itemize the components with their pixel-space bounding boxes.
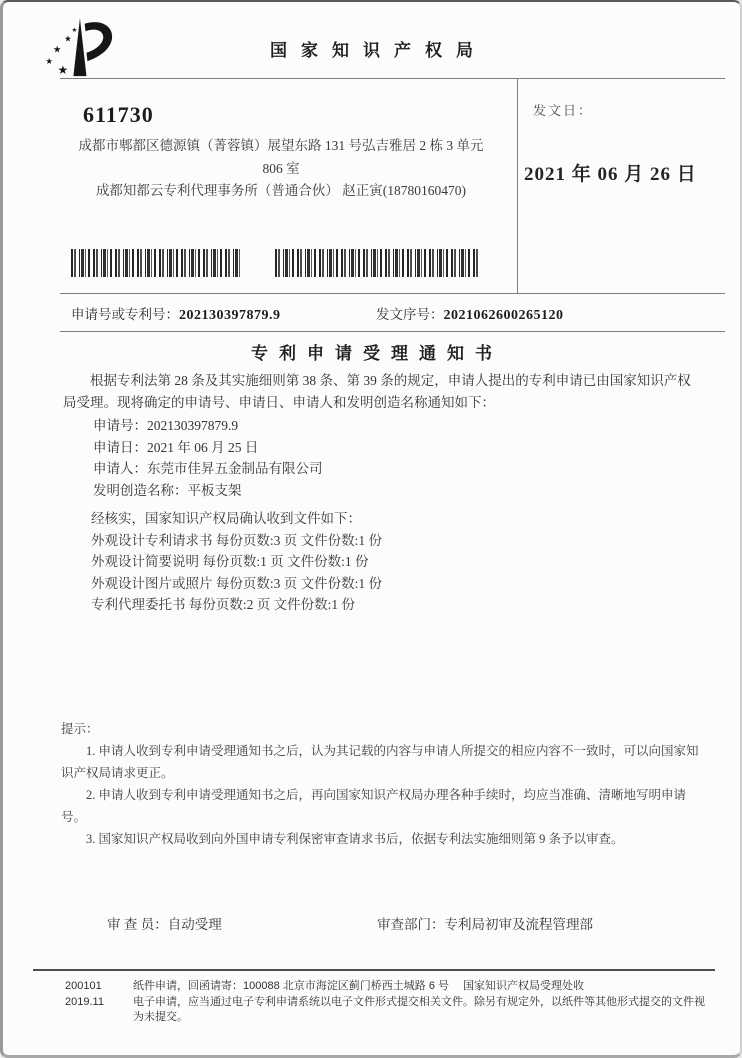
address-line-1: 成都市郫都区德源镇（菁蓉镇）展望东路 131 号弘吉雅居 2 栋 3 单元	[78, 138, 484, 153]
svg-text:★: ★	[64, 34, 72, 44]
received-documents	[91, 508, 382, 616]
received-item: 专利代理委托书 每份页数:2 页 文件份数:1 份	[91, 597, 356, 613]
address-line-2: 806 室	[262, 160, 300, 176]
field-application-no: 申请号：202130397879.9	[93, 418, 239, 433]
divider-above-refs	[60, 293, 725, 294]
footer-notes	[65, 979, 705, 1025]
tips-title: 提示：	[61, 722, 99, 736]
application-fields	[93, 415, 323, 501]
department-value: 专利局初审及流程管理部	[444, 917, 593, 932]
notice-intro: 根据专利法第 28 条及其实施细则第 38 条、第 39 条的规定，申请人提出的专利申请已由国家知识产权局受理。现将确定的申请号、申请日、申请人和发明创造名称通知如下：	[63, 373, 691, 410]
received-item: 外观设计图片或照片 每份页数:3 页 文件份数:1 份	[91, 575, 383, 591]
application-number-value: 202130397879.9	[179, 308, 281, 323]
received-item: 外观设计专利请求书 每份页数:3 页 文件份数:1 份	[91, 532, 383, 548]
barcode-serial	[275, 249, 481, 277]
tip-item-3: 3. 国家知识产权局收到向外国申请专利保密审查请求书后，依据专利法实施细则第 9 条予以审查。	[86, 832, 624, 846]
serial-number-value: 2021062600265120	[443, 308, 564, 323]
agent-line: 成都知都云专利代理事务所（普通合伙） 赵正寅(18780160470)	[95, 183, 467, 198]
dispatch-date-label: 发文日：	[533, 103, 594, 118]
received-item: 外观设计简要说明 每份页数:1 页 文件份数:1 份	[91, 554, 369, 570]
postal-code: 611730	[83, 102, 154, 127]
footer-text-2: 电子申请，应当通过电子专利申请系统以电子文件形式提交相关文件。除另有规定外，以纸件等其他形式提交的文件视为未提交。	[133, 996, 705, 1023]
application-number-label: 申请号或专利号：	[71, 307, 179, 322]
tip-item-2: 2. 申请人收到专利申请受理通知书之后，再向国家知识产权局办理各种手续时，均应当准确、清晰地写明申请号。	[61, 788, 687, 824]
notice-title: 专利申请受理通知书	[251, 344, 503, 363]
examiner	[107, 913, 222, 933]
serial-number	[376, 303, 564, 324]
application-number	[71, 303, 281, 324]
field-application-date: 申请日：2021 年 06 月 25 日	[93, 439, 259, 455]
divider-below-refs	[60, 331, 725, 332]
tip-item-1: 1. 申请人收到专利申请受理通知书之后，认为其记载的内容与申请人所提交的相应内容不一致时，可以向国家知识产权局请求更正。	[61, 744, 699, 780]
serial-number-label: 发文序号：	[376, 307, 444, 322]
tips-section	[61, 718, 701, 850]
svg-text:★: ★	[45, 56, 53, 66]
date-box-divider	[517, 78, 518, 293]
recipient-address	[63, 135, 499, 203]
svg-text:★: ★	[52, 45, 62, 56]
divider-header	[60, 78, 725, 79]
footer-code-2: 2019.11	[65, 996, 104, 1008]
department-label: 审查部门：	[377, 917, 445, 932]
dispatch-date-value: 2021 年 06 月 26 日	[524, 164, 697, 185]
agency-title: 国家知识产权局	[270, 41, 487, 60]
received-intro: 经核实，国家知识产权局确认收到文件如下：	[91, 511, 361, 526]
footer-code-1: 200101	[65, 980, 102, 992]
svg-text:★: ★	[57, 63, 69, 78]
field-applicant: 申请人：东莞市佳昇五金制品有限公司	[93, 461, 323, 476]
examining-department	[377, 913, 593, 933]
svg-text:★: ★	[71, 27, 78, 35]
examiner-value: 自动受理	[167, 917, 222, 932]
barcode-application	[71, 249, 241, 277]
footer-rule	[33, 969, 715, 971]
footer-text-1: 纸件申请，回函请寄：100088 北京市海淀区蓟门桥西土城路 6 号 国家知识产权局受理处收	[133, 980, 585, 992]
field-invention-name: 发明创造名称：平板支架	[93, 482, 242, 498]
examiner-label: 审 查 员：	[107, 917, 168, 932]
